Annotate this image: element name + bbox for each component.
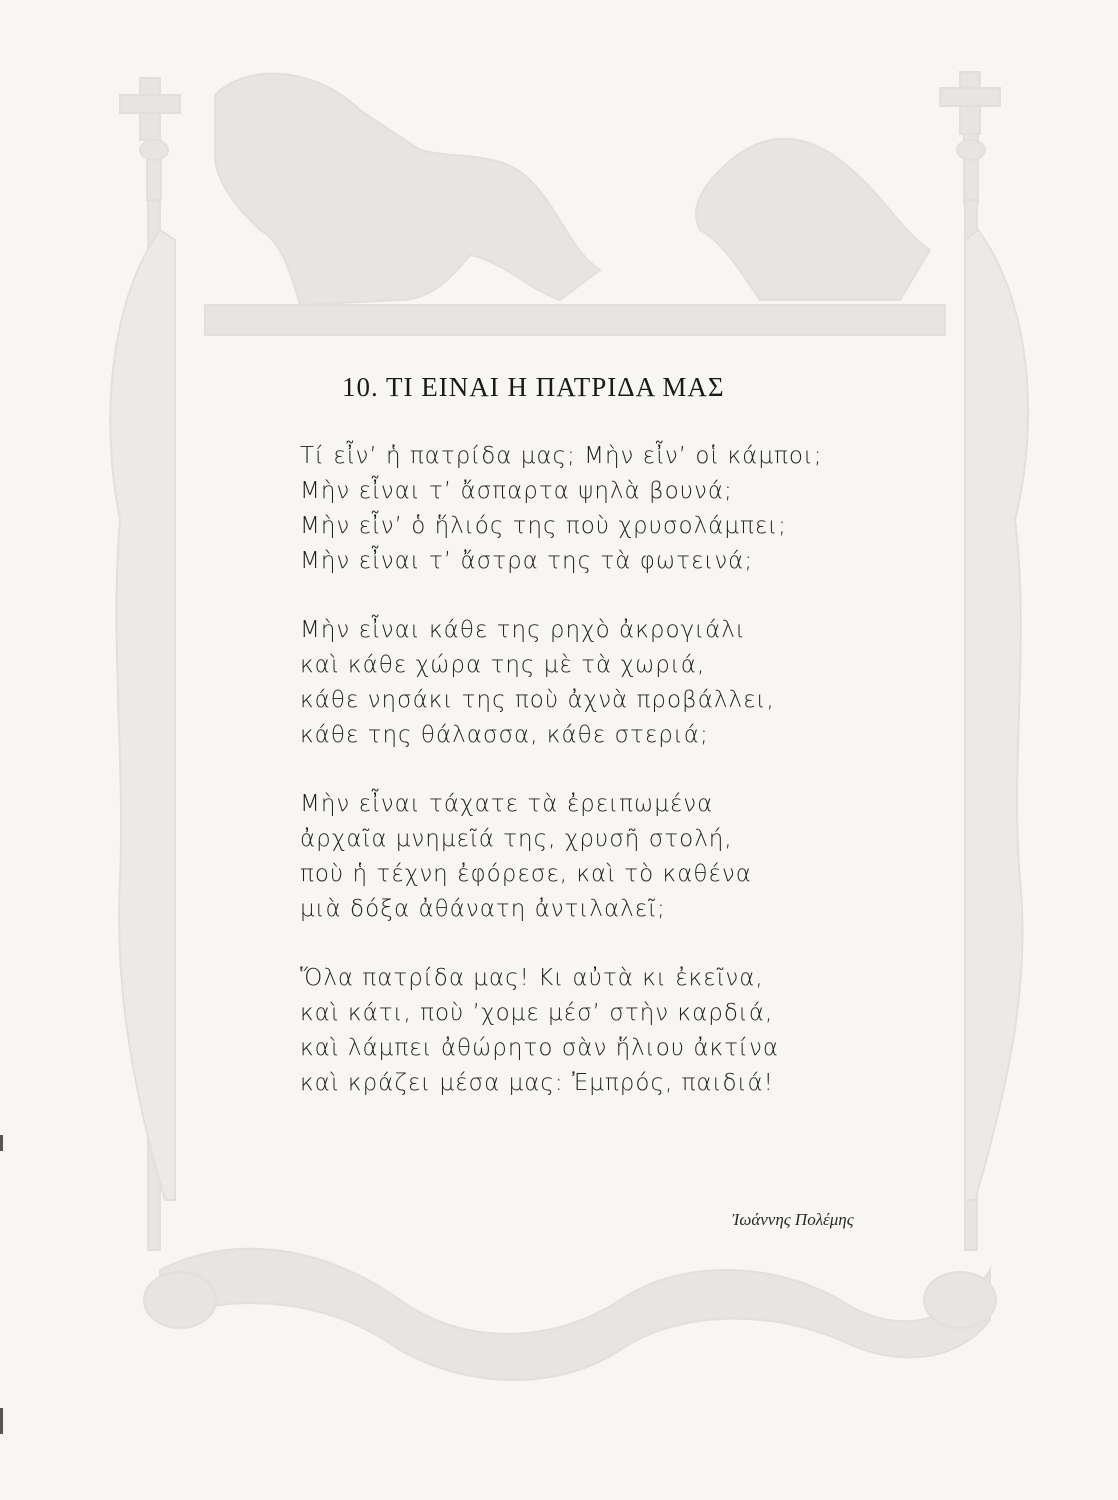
stanza (300, 961, 980, 1101)
poem-line: Μὴν εἶναι τ’ ἄσπαρτα ψηλὰ βουνά; (300, 478, 733, 504)
poem-line: Ὅλα πατρίδα μας! Κι αὐτὰ κι ἐκεῖνα, (300, 965, 764, 991)
bottom-scroll-ornament (160, 1249, 990, 1380)
left-edge-mark (0, 1135, 3, 1151)
poem-title: 10. ΤΙ ΕΙΝΑΙ Η ΠΑΤΡΙΔΑ ΜΑΣ (342, 372, 725, 402)
poem-line: κάθε νησάκι της ποὺ ἀχνὰ προβάλλει, (300, 687, 775, 713)
poem-line: ἀρχαῖα μνημεῖά της, χρυσῆ στολή, (300, 826, 733, 852)
poem-line: Μὴν εἶν’ ὁ ἥλιός της ποὺ χρυσολάμπει; (300, 513, 787, 539)
poem-line: καὶ κάθε χώρα της μὲ τὰ χωριά, (300, 652, 706, 678)
poem-line: κάθε της θάλασσα, κάθε στεριά; (300, 722, 709, 748)
poem-line: καὶ λάμπει ἀθώρητο σὰν ἥλιου ἀκτίνα (300, 1035, 779, 1061)
poem-line: μιὰ δόξα ἀθάνατη ἀντιλαλεῖ; (300, 896, 666, 922)
poem-line: Τί εἶν’ ἡ πατρίδα μας; Μὴν εἶν’ οἱ κάμποι; (300, 443, 823, 469)
poem-stanzas (300, 439, 980, 1101)
stanza (300, 613, 980, 753)
left-flag-drape (110, 230, 175, 1200)
stanza (300, 787, 980, 927)
right-cross-icon (940, 72, 1000, 204)
poem-line: καὶ κράζει μέσα μας: Ἐμπρός, παιδιά! (300, 1070, 774, 1096)
poem-line: καὶ κάτι, ποὺ ’χομε μέσ’ στὴν καρδιά, (300, 1000, 774, 1026)
poem-author: Ἰωάννης Πολέμης (732, 1210, 854, 1229)
poem-line: Μὴν εἶναι τάχατε τὰ ἐρειπωμένα (300, 791, 714, 817)
left-edge-mark (0, 1408, 3, 1434)
ploughman-silhouette (696, 139, 930, 300)
poem-line: ποὺ ἡ τέχνη ἐφόρεσε, καὶ τὸ καθένα (300, 861, 752, 887)
poem-line: Μὴν εἶναι κάθε της ρηχὸ ἀκρογιάλι (300, 617, 746, 643)
horse-silhouette (215, 74, 600, 305)
stanza (300, 439, 980, 579)
poem-line: Μὴν εἶναι τ’ ἄστρα της τὰ φωτεινά; (300, 548, 754, 574)
left-cross-icon (120, 78, 180, 200)
poem-block (300, 372, 980, 1135)
